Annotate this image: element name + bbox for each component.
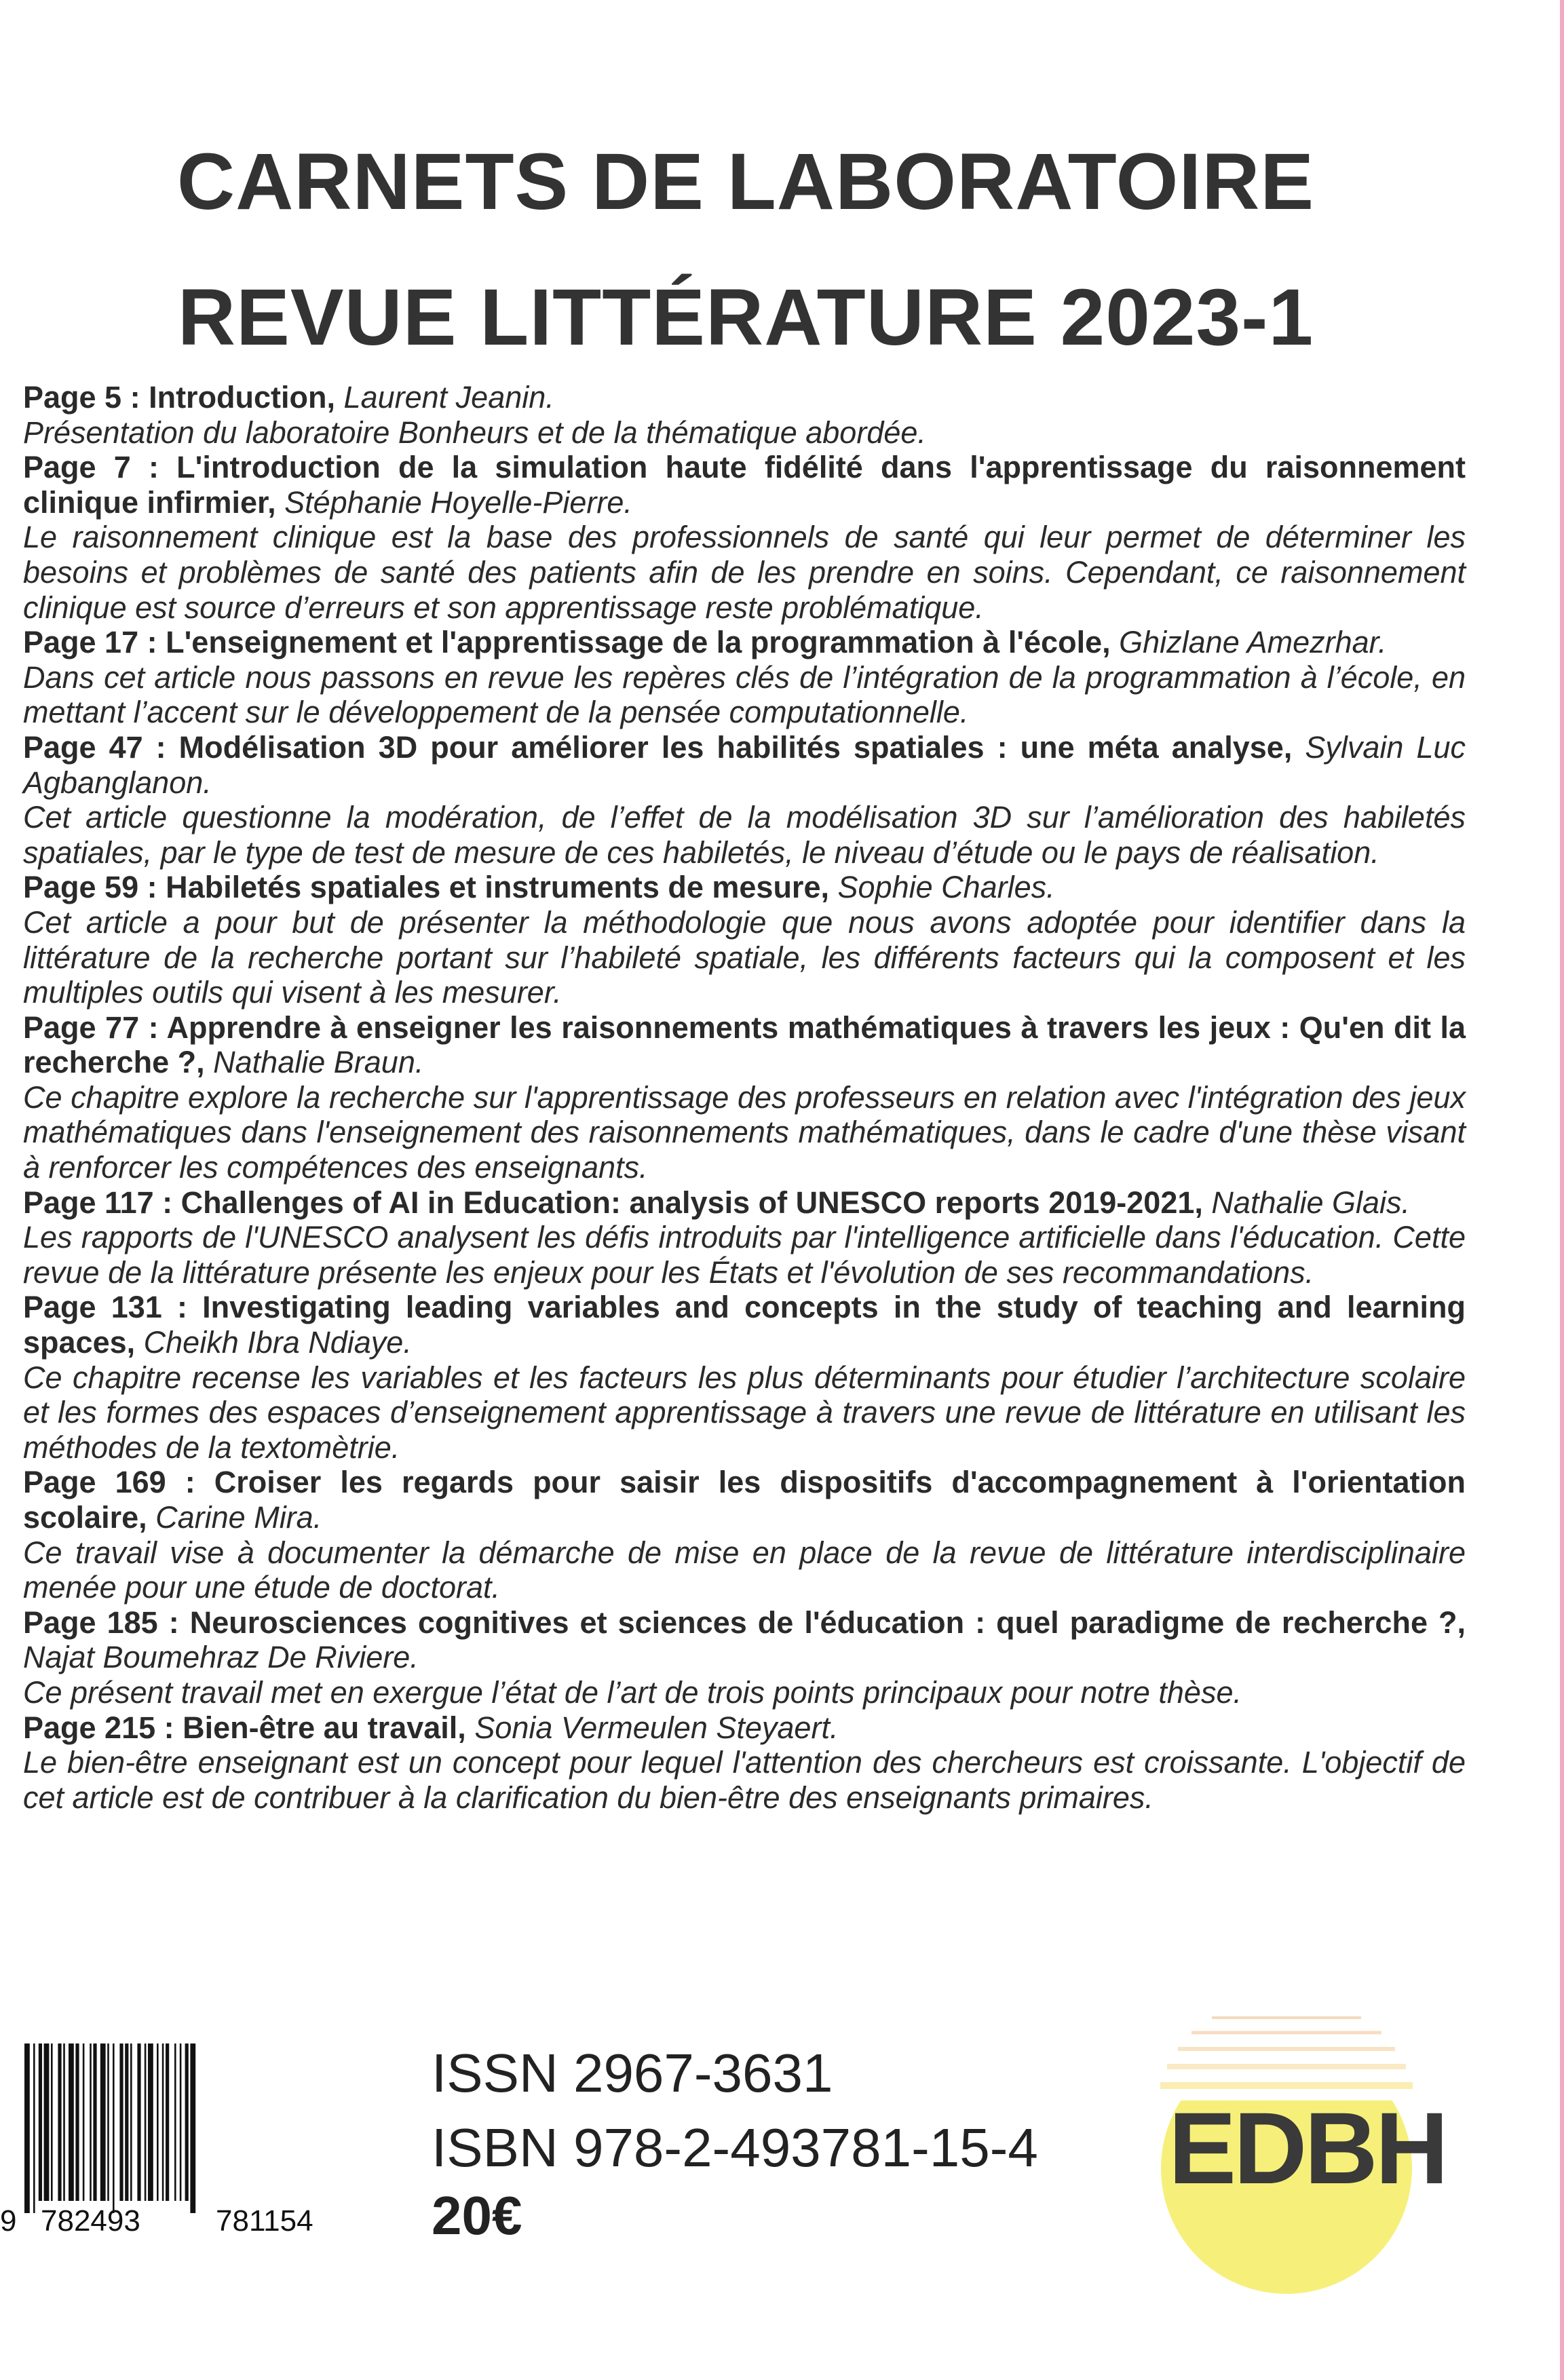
isbn-code: ISBN 978-2-493781-15-4 xyxy=(432,2117,1038,2178)
barcode-bar xyxy=(58,2043,61,2201)
barcode-bar xyxy=(157,2043,159,2201)
toc-entry-author: Cheikh Ibra Ndiaye. xyxy=(143,1325,412,1360)
barcode-bar xyxy=(180,2043,182,2201)
toc-entry xyxy=(23,625,1466,660)
barcode-bar xyxy=(107,2043,109,2201)
toc-entry-heading: Page 47 : Modélisation 3D pour améliorer les habilités spatiales : une méta analyse, xyxy=(23,729,1293,765)
barcode-bar xyxy=(63,2043,65,2201)
toc-entry-heading: Page 131 : Investigating leading variables and concepts in the study of teaching and learning spaces, xyxy=(23,1290,1466,1360)
price: 20€ xyxy=(432,2185,522,2246)
edbh-logo xyxy=(1137,2012,1447,2297)
toc-entry-author: Laurent Jeanin. xyxy=(343,380,554,415)
barcode-bar xyxy=(113,2043,115,2213)
barcode-bar xyxy=(100,2043,106,2201)
barcode-bar xyxy=(51,2043,53,2201)
barcode-bar xyxy=(190,2043,195,2213)
barcode-bar xyxy=(39,2043,42,2201)
title-line-1: CARNETS DE LABORATOIRE xyxy=(176,137,1315,227)
barcode-bar xyxy=(174,2043,176,2201)
toc-entry xyxy=(23,380,1466,415)
barcode-bar xyxy=(93,2043,96,2201)
barcode-bar xyxy=(145,2043,147,2201)
toc-entry-summary: Ce présent travail met en exergue l’état de l’art de trois points principaux pour notre thèse. xyxy=(23,1674,1242,1710)
toc-entry xyxy=(23,730,1466,800)
issn-code: ISSN 2967-3631 xyxy=(432,2043,833,2103)
toc-entry-heading: Page 17 : L'enseignement et l'apprentissage de la programmation à l'école, xyxy=(23,625,1111,660)
toc-entry-summary: Ce travail vise à documenter la démarche de mise en place de la revue de littérature interdisciplinaire menée pour une étude de doctorat. xyxy=(23,1535,1466,1605)
toc-entry-author: Sylvain Luc Agbanglanon. xyxy=(23,729,1466,800)
barcode xyxy=(0,2034,353,2258)
toc-entry-summary: Le bien-être enseignant est un concept pour lequel l'attention des chercheurs est croissante. L'objectif de cet article est de contribuer à la clarification du bien-être des enseignants primaires. xyxy=(23,1745,1466,1815)
toc-entry-summary: Ce chapitre explore la recherche sur l'apprentissage des professeurs en relation avec l'intégration des jeux mathématiques dans l'enseignement des raisonnements mathématiques, dans le cadre d'une thèse visant à renforcer les compétences des enseignants. xyxy=(23,1079,1466,1185)
toc-entry-heading: Page 5 : Introduction, xyxy=(23,380,336,415)
barcode-bar xyxy=(148,2043,153,2201)
toc-entry-author: Sonia Vermeulen Steyaert. xyxy=(474,1710,839,1745)
barcode-bar xyxy=(125,2043,128,2201)
toc-entry-summary: Présentation du laboratoire Bonheurs et de la thématique abordée. xyxy=(23,415,926,450)
cover-title xyxy=(0,114,1491,385)
barcode-bar xyxy=(44,2043,50,2201)
barcode-bar xyxy=(75,2043,79,2201)
barcode-bar xyxy=(185,2043,189,2201)
barcode-digits-right: 781154 xyxy=(216,2204,313,2238)
toc-entry-author: Nathalie Braun. xyxy=(213,1045,424,1080)
toc-entry-heading: Page 185 : Neurosciences cognitives et sciences de l'éducation : quel paradigme de recherche ?, xyxy=(23,1605,1466,1640)
toc-entry xyxy=(23,1710,1466,1746)
barcode-bar xyxy=(33,2043,35,2213)
toc-entry xyxy=(23,870,1466,905)
toc-entry-heading: Page 169 : Croiser les regards pour saisir les dispositifs d'accompagnement à l'orientation scolaire, xyxy=(23,1465,1466,1535)
toc-entry-author: Najat Boumehraz De Riviere. xyxy=(23,1640,419,1675)
barcode-bar xyxy=(83,2043,85,2201)
toc-entry-author: Carine Mira. xyxy=(155,1500,322,1535)
barcode-bar xyxy=(90,2043,92,2201)
toc-entry-heading: Page 59 : Habiletés spatiales et instruments de mesure, xyxy=(23,870,829,905)
title-line-2: REVUE LITTÉRATURE 2023-1 xyxy=(177,273,1314,362)
toc-entry xyxy=(23,1010,1466,1080)
logo-text: EDBH xyxy=(1168,2091,1447,2205)
barcode-bar xyxy=(24,2043,30,2213)
barcode-digit-first: 9 xyxy=(0,2204,17,2238)
barcode-bar xyxy=(137,2043,140,2201)
barcode-bars xyxy=(24,2043,349,2213)
toc-entry-summary: Dans cet article nous passons en revue les repères clés de l’intégration de la programmation à l’école, en mettant l’accent sur le développement de la pensée computationnelle. xyxy=(23,659,1466,730)
toc-entry xyxy=(23,1605,1466,1675)
toc-entry xyxy=(23,450,1466,520)
toc-entry-summary: Cet article questionne la modération, de l’effet de la modélisation 3D sur l’amélioration des habiletés spatiales, par le type de test de mesure de ces habiletés, le niveau d’étude ou le pays de réalisation. xyxy=(23,800,1466,870)
table-of-contents xyxy=(23,380,1466,1815)
toc-entry-heading: Page 77 : Apprendre à enseigner les raisonnements mathématiques à travers les jeux : Qu'en dit la recherche ?, xyxy=(23,1010,1466,1080)
barcode-bar xyxy=(119,2043,123,2201)
toc-entry-summary: Le raisonnement clinique est la base des professionnels de santé qui leur permet de déterminer les besoins et problèmes de santé des patients afin de les prendre en soins. Cependant, ce raisonnement clinique est source d’erreurs et son apprentissage reste problématique. xyxy=(23,520,1466,625)
barcode-bar xyxy=(162,2043,164,2201)
barcode-bar xyxy=(166,2043,169,2201)
toc-entry-summary: Cet article a pour but de présenter la méthodologie que nous avons adoptée pour identifier dans la littérature de la recherche portant sur l’habileté spatiale, les différents facteurs qui la composent et les multiples outils qui visent à les mesurer. xyxy=(23,904,1466,1010)
right-edge-stripe xyxy=(1560,0,1564,2380)
toc-entry-heading: Page 215 : Bien-être au travail, xyxy=(23,1710,466,1745)
barcode-bar xyxy=(69,2043,74,2201)
toc-entry xyxy=(23,1185,1466,1221)
toc-entry-summary: Les rapports de l'UNESCO analysent les défis introduits par l'intelligence artificielle dans l'éducation. Cette revue de la littérature présente les enjeux pour les États et l'évolution de ses recommandations. xyxy=(23,1220,1466,1290)
toc-entry-author: Stéphanie Hoyelle-Pierre. xyxy=(284,484,632,520)
barcode-digits-left: 782493 xyxy=(41,2204,140,2238)
toc-entry-heading: Page 7 : L'introduction de la simulation haute fidélité dans l'apprentissage du raisonnement clinique infirmier, xyxy=(23,450,1466,520)
toc-entry-author: Sophie Charles. xyxy=(837,870,1055,905)
toc-entry-summary: Ce chapitre recense les variables et les facteurs les plus déterminants pour étudier l’architecture scolaire et les formes des espaces d’enseignement apprentissage à travers une revue de littérature en utilisant les méthodes de la textomètrie. xyxy=(23,1360,1466,1465)
toc-entry xyxy=(23,1465,1466,1535)
barcode-bar xyxy=(130,2043,132,2201)
toc-entry-author: Ghizlane Amezrhar. xyxy=(1119,625,1387,660)
toc-entry-author: Nathalie Glais. xyxy=(1211,1185,1411,1220)
toc-entry-heading: Page 117 : Challenges of AI in Education: analysis of UNESCO reports 2019-2021, xyxy=(23,1185,1203,1220)
toc-entry xyxy=(23,1290,1466,1360)
